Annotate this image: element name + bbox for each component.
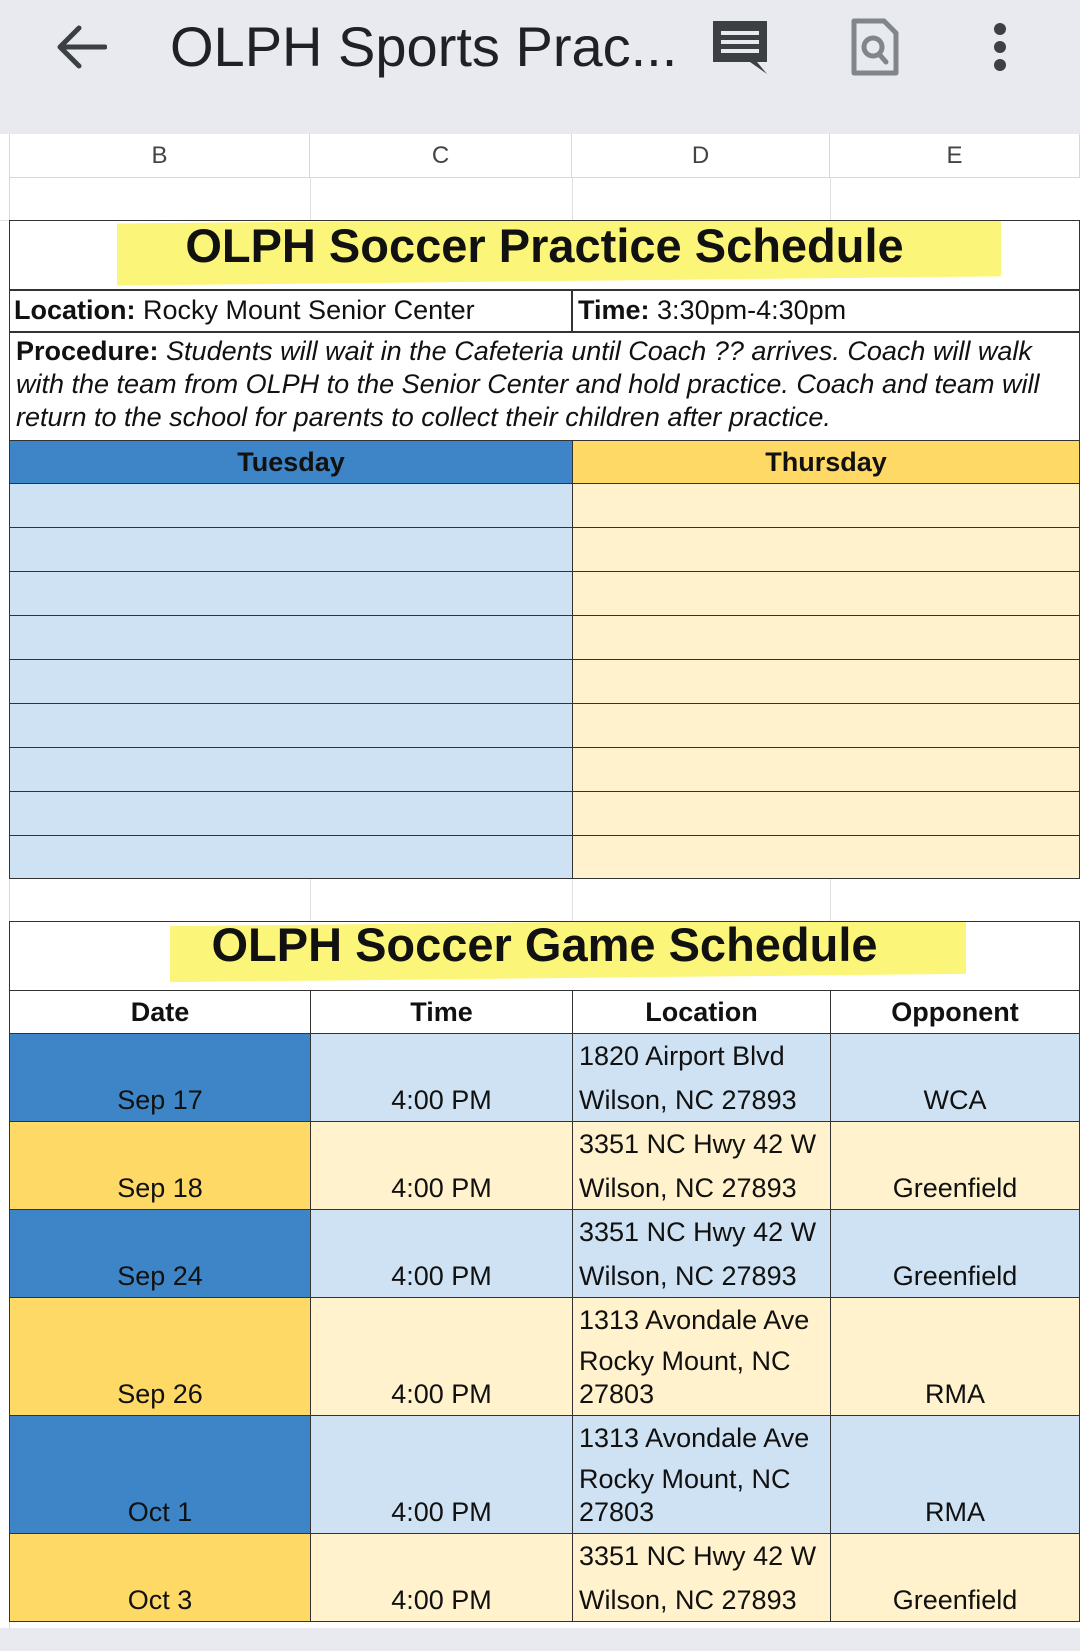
- location-cell[interactable]: [9, 290, 572, 332]
- game-location-line2[interactable]: Rocky Mount, NC 27803: [572, 1459, 831, 1534]
- game-time[interactable]: 4:00 PM: [310, 1121, 573, 1210]
- game-time[interactable]: 4:00 PM: [310, 1297, 573, 1416]
- game-time[interactable]: 4:00 PM: [310, 1415, 573, 1534]
- tuesday-slot[interactable]: [9, 791, 573, 836]
- comment-icon[interactable]: [705, 14, 775, 80]
- game-location-line2[interactable]: Wilson, NC 27893: [572, 1077, 831, 1122]
- game-date[interactable]: Oct 3: [9, 1533, 311, 1622]
- practice-title: OLPH Soccer Practice Schedule: [185, 220, 904, 272]
- game-date[interactable]: Oct 1: [9, 1415, 311, 1534]
- thursday-slot[interactable]: [572, 483, 1080, 528]
- column-header-d[interactable]: D: [572, 134, 830, 178]
- tuesday-slot[interactable]: [9, 659, 573, 704]
- tuesday-slot[interactable]: [9, 747, 573, 792]
- arrow-left-icon[interactable]: [46, 14, 116, 80]
- game-location-line1[interactable]: 3351 NC Hwy 42 W: [572, 1533, 831, 1578]
- game-date[interactable]: Sep 24: [9, 1209, 311, 1298]
- tuesday-slot[interactable]: [9, 835, 573, 879]
- game-location-line1[interactable]: 1820 Airport Blvd: [572, 1033, 831, 1078]
- game-title-cell[interactable]: [9, 921, 1080, 991]
- thursday-slot[interactable]: [572, 571, 1080, 616]
- game-time[interactable]: 4:00 PM: [310, 1033, 573, 1122]
- game-opponent[interactable]: WCA: [830, 1033, 1080, 1122]
- game-location-line2[interactable]: Wilson, NC 27893: [572, 1253, 831, 1298]
- column-header-c[interactable]: C: [310, 134, 572, 178]
- game-opponent[interactable]: Greenfield: [830, 1533, 1080, 1622]
- time-value: 3:30pm-4:30pm: [649, 295, 847, 325]
- gridline: [310, 178, 311, 220]
- gridline: [572, 879, 573, 921]
- thursday-header[interactable]: Thursday: [572, 440, 1080, 484]
- tuesday-slot[interactable]: [9, 483, 573, 528]
- header-location[interactable]: Location: [572, 990, 831, 1034]
- header-time[interactable]: Time: [310, 990, 573, 1034]
- practice-title-cell[interactable]: [9, 220, 1080, 290]
- game-location-line2[interactable]: Rocky Mount, NC 27803: [572, 1341, 831, 1416]
- game-date[interactable]: Sep 26: [9, 1297, 311, 1416]
- column-header-b[interactable]: B: [10, 134, 310, 178]
- game-opponent[interactable]: Greenfield: [830, 1209, 1080, 1298]
- game-title: OLPH Soccer Game Schedule: [211, 921, 878, 971]
- gridline: [572, 178, 573, 220]
- thursday-slot[interactable]: [572, 835, 1080, 879]
- game-date[interactable]: Sep 18: [9, 1121, 311, 1210]
- thursday-slot[interactable]: [572, 791, 1080, 836]
- thursday-slot[interactable]: [572, 747, 1080, 792]
- tuesday-slot[interactable]: [9, 703, 573, 748]
- gridline: [310, 879, 311, 921]
- tuesday-slot[interactable]: [9, 527, 573, 572]
- time-cell[interactable]: [572, 290, 1080, 332]
- app-bar: [0, 0, 1080, 134]
- thursday-slot[interactable]: [572, 703, 1080, 748]
- document-title: OLPH Sports Prac...: [170, 15, 678, 78]
- game-opponent[interactable]: Greenfield: [830, 1121, 1080, 1210]
- procedure-cell[interactable]: [9, 332, 1080, 441]
- tuesday-slot[interactable]: [9, 615, 573, 660]
- game-opponent[interactable]: RMA: [830, 1415, 1080, 1534]
- thursday-slot[interactable]: [572, 527, 1080, 572]
- game-location-line1[interactable]: 1313 Avondale Ave: [572, 1297, 831, 1342]
- header-date[interactable]: Date: [9, 990, 311, 1034]
- more-vert-icon[interactable]: [975, 14, 1025, 80]
- game-date[interactable]: Sep 17: [9, 1033, 311, 1122]
- game-location-line2[interactable]: Wilson, NC 27893: [572, 1165, 831, 1210]
- game-location-line1[interactable]: 1313 Avondale Ave: [572, 1415, 831, 1460]
- game-location-line1[interactable]: 3351 NC Hwy 42 W: [572, 1121, 831, 1166]
- game-location-line2[interactable]: Wilson, NC 27893: [572, 1577, 831, 1622]
- header-opponent[interactable]: Opponent: [830, 990, 1080, 1034]
- column-header-e[interactable]: E: [830, 134, 1080, 178]
- time-label: Time:: [578, 295, 650, 325]
- document-search-icon[interactable]: [840, 14, 910, 80]
- tuesday-slot[interactable]: [9, 571, 573, 616]
- procedure-label: Procedure:: [16, 336, 159, 366]
- tuesday-header[interactable]: Tuesday: [9, 440, 573, 484]
- bottom-bar: [0, 1628, 1080, 1651]
- procedure-text: Students will wait in the Cafeteria until Coach ?? arrives. Coach will walk with the team from OLPH to the Senior Center and hold practice. Coach and team will return to the school for parents to collect their children after practice.: [16, 336, 1040, 432]
- thursday-slot[interactable]: [572, 615, 1080, 660]
- gridline: [830, 178, 831, 220]
- game-time[interactable]: 4:00 PM: [310, 1533, 573, 1622]
- gridline: [830, 879, 831, 921]
- location-value: Rocky Mount Senior Center: [135, 295, 475, 325]
- game-location-line1[interactable]: 3351 NC Hwy 42 W: [572, 1209, 831, 1254]
- game-time[interactable]: 4:00 PM: [310, 1209, 573, 1298]
- game-opponent[interactable]: RMA: [830, 1297, 1080, 1416]
- location-label: Location:: [14, 295, 136, 325]
- spreadsheet-grid[interactable]: [0, 134, 1080, 1628]
- thursday-slot[interactable]: [572, 659, 1080, 704]
